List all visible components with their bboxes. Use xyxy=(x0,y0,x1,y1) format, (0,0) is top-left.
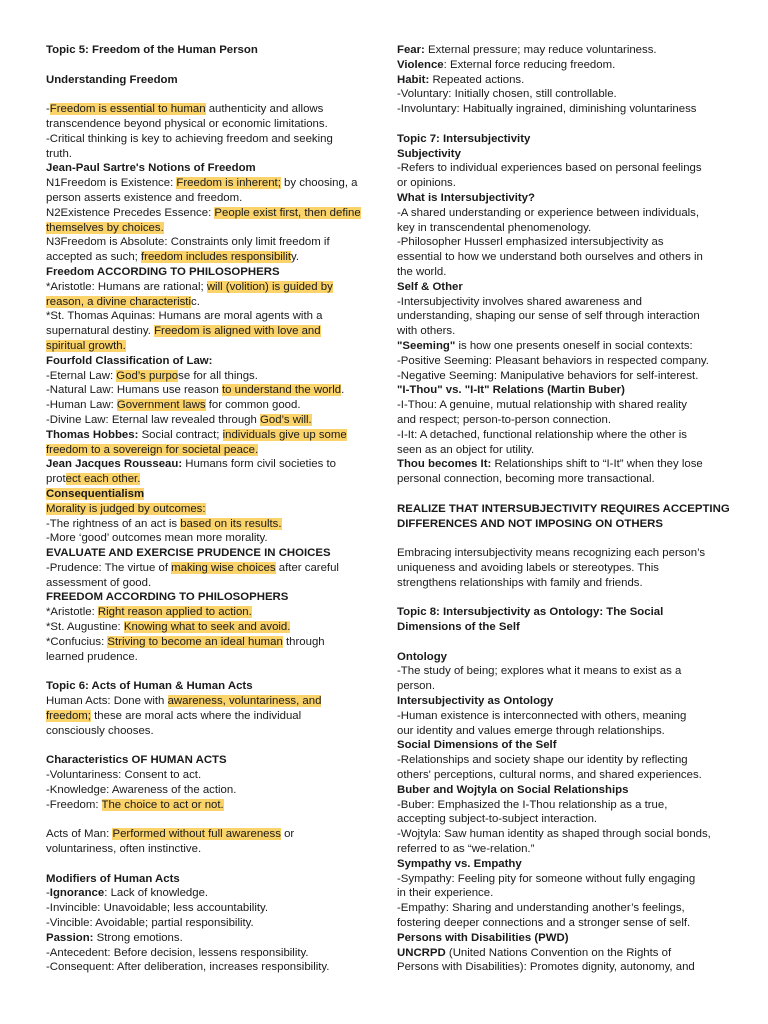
bold-text: Intersubjectivity as Ontology xyxy=(397,695,554,708)
text-segment: authenticity and allows xyxy=(205,103,324,116)
text-line xyxy=(46,443,368,458)
text-segment: : Lack of knowledge. xyxy=(104,887,209,900)
text-segment: N3Freedom is Absolute: Constraints only limit freedom if xyxy=(46,236,330,249)
bold-text: Jean-Paul Sartre's Notions of Freedom xyxy=(46,162,256,175)
text-segment: seen as an object for utility. xyxy=(397,443,535,456)
bold-text: Thomas Hobbes: xyxy=(46,428,139,441)
text-line xyxy=(397,842,723,857)
blank-line xyxy=(397,487,723,502)
bold-text: Jean Jacques Rousseau: xyxy=(46,458,183,471)
text-segment: -Knowledge: Awareness of the action. xyxy=(46,783,237,796)
text-line xyxy=(46,472,368,487)
text-line xyxy=(46,117,368,132)
text-segment: c. xyxy=(191,295,200,308)
text-segment: by choosing, a xyxy=(280,177,358,190)
text-line xyxy=(46,132,368,147)
text-line xyxy=(397,398,723,413)
highlighted-text: Freedom is aligned with love and xyxy=(154,325,321,338)
text-line xyxy=(46,768,368,783)
text-segment: supernatural destiny. xyxy=(46,325,155,338)
text-line xyxy=(397,620,723,635)
bold-text: Topic 6: Acts of Human & Human Acts xyxy=(46,680,253,693)
bold-text: Violence xyxy=(397,58,444,71)
text-segment: truth. xyxy=(46,147,72,160)
bold-text: Fear: xyxy=(397,44,425,56)
text-line xyxy=(46,724,368,739)
highlighted-text: Consequentialism xyxy=(46,487,145,500)
text-line xyxy=(46,324,368,339)
bold-text: "I-Thou" vs. "I-It" Relations (Martin Buber) xyxy=(397,384,625,397)
left-column xyxy=(46,43,368,975)
blank-line xyxy=(397,531,723,546)
highlighted-text: Freedom is essential to human xyxy=(49,103,206,116)
text-segment: N2Existence Precedes Essence: xyxy=(46,206,215,219)
blank-line xyxy=(46,664,368,679)
text-line xyxy=(46,413,368,428)
text-segment: -Philosopher Husserl emphasized intersubjectivity as xyxy=(397,236,664,249)
text-segment: for common good. xyxy=(205,399,301,412)
text-segment: : External force reducing freedom. xyxy=(443,58,616,71)
highlighted-text: reason, a divine characteristi xyxy=(46,295,191,308)
text-segment: -Empathy: Sharing and understanding another’s feelings, xyxy=(397,902,685,915)
text-segment: after careful xyxy=(275,561,339,574)
highlighted-text: freedom; xyxy=(46,709,91,722)
text-segment: -Divine Law: Eternal law revealed through xyxy=(46,413,261,426)
text-line xyxy=(46,73,368,88)
text-segment: learned prudence. xyxy=(46,650,138,663)
text-segment: *Aristotle: Humans are rational; xyxy=(46,280,207,293)
text-segment: -Invincible: Unavoidable; less accountability. xyxy=(46,902,269,915)
text-line xyxy=(397,295,723,310)
text-segment: -Relationships and society shape our identity by reflecting xyxy=(397,754,688,767)
text-segment: -Freedom: xyxy=(46,798,102,811)
bold-text: Fourfold Classification of Law: xyxy=(46,354,213,367)
bold-text: Persons with Disabilities (PWD) xyxy=(397,931,569,944)
text-segment: through xyxy=(282,635,325,648)
highlighted-text: The choice to act or not. xyxy=(101,798,224,811)
text-line xyxy=(46,295,368,310)
text-segment: *St. Augustine: xyxy=(46,621,124,634)
text-line xyxy=(397,709,723,724)
blank-line xyxy=(46,87,368,102)
text-line xyxy=(46,43,368,58)
blank-line xyxy=(46,738,368,753)
text-segment: *Aristotle: xyxy=(46,606,98,619)
text-line xyxy=(46,398,368,413)
highlighted-text: to understand the world xyxy=(222,384,342,397)
text-line xyxy=(46,946,368,961)
blank-line xyxy=(397,635,723,650)
text-segment: our identity and values emerge through relationships. xyxy=(397,724,665,737)
text-segment: y. xyxy=(291,251,300,264)
text-line xyxy=(397,58,723,73)
text-line xyxy=(397,235,723,250)
text-line xyxy=(397,576,723,591)
text-line xyxy=(397,561,723,576)
blank-line xyxy=(397,117,723,132)
blank-line xyxy=(46,812,368,827)
text-segment: - xyxy=(46,103,50,116)
text-segment: -Vincible: Avoidable; partial responsibility. xyxy=(46,917,254,930)
text-segment: *Confucius: xyxy=(46,635,108,648)
text-line xyxy=(397,250,723,265)
text-line xyxy=(397,886,723,901)
text-line xyxy=(46,960,368,975)
text-segment: -Sympathy: Feeling pity for someone without fully engaging xyxy=(397,872,696,885)
text-segment: in their experience. xyxy=(397,887,494,900)
bold-text: Understanding Freedom xyxy=(46,73,178,86)
text-line xyxy=(46,457,368,472)
text-line xyxy=(46,502,368,517)
text-segment: strengthens relationships with family and friends. xyxy=(397,576,643,589)
text-line xyxy=(46,753,368,768)
text-segment: with others. xyxy=(397,325,456,338)
text-segment: -Antecedent: Before decision, lessens responsibility. xyxy=(46,946,309,959)
text-segment: -A shared understanding or experience between individuals, xyxy=(397,206,700,219)
text-line xyxy=(397,354,723,369)
text-segment: uniqueness and avoiding labels or stereotypes. This xyxy=(397,561,659,574)
text-segment: referred to as “we-relation.” xyxy=(397,843,535,856)
bold-text: Ignorance xyxy=(49,887,105,900)
text-segment: fostering deeper connections and a stronger sense of self. xyxy=(397,917,691,930)
text-line xyxy=(46,250,368,265)
highlighted-text: Government laws xyxy=(116,399,206,412)
bold-text: Topic 8: Intersubjectivity as Ontology: The Social xyxy=(397,606,664,619)
text-line xyxy=(46,221,368,236)
bold-text: Sympathy vs. Empathy xyxy=(397,857,522,870)
text-line xyxy=(46,161,368,176)
highlighted-text: freedom includes responsibilit xyxy=(140,251,292,264)
bold-text: Passion: xyxy=(46,931,94,944)
text-line xyxy=(46,235,368,250)
text-line xyxy=(46,590,368,605)
text-line xyxy=(397,946,723,961)
text-segment: prot xyxy=(46,473,66,486)
highlighted-text: based on its results. xyxy=(180,517,282,530)
text-line xyxy=(397,768,723,783)
text-segment: person asserts existence and freedom. xyxy=(46,191,243,204)
text-line xyxy=(397,812,723,827)
text-segment: -Human existence is interconnected with others, meaning xyxy=(397,709,687,722)
text-line xyxy=(397,43,723,58)
text-line xyxy=(397,87,723,102)
text-line xyxy=(46,176,368,191)
text-line xyxy=(397,324,723,339)
text-line xyxy=(46,694,368,709)
text-segment: key in transcendental phenomenology. xyxy=(397,221,592,234)
bold-text: FREEDOM ACCORDING TO PHILOSOPHERS xyxy=(46,591,289,604)
text-segment: Persons with Disabilities): Promotes dignity, autonomy, and xyxy=(397,961,695,974)
bold-text: Social Dimensions of the Self xyxy=(397,739,557,752)
text-line xyxy=(397,738,723,753)
highlighted-text: Striving to become an ideal human xyxy=(107,635,283,648)
text-line xyxy=(397,901,723,916)
text-line xyxy=(397,221,723,236)
text-segment: Strong emotions. xyxy=(93,931,183,944)
text-segment: accepting subject-to-subject interaction. xyxy=(397,813,598,826)
text-segment: essential to how we understand both ourselves and others in xyxy=(397,251,703,264)
text-segment: these are moral acts where the individual xyxy=(90,709,302,722)
text-segment: or xyxy=(280,828,295,841)
blank-line xyxy=(397,590,723,605)
text-segment: the world. xyxy=(397,265,447,278)
bold-text: Ontology xyxy=(397,650,447,663)
bold-text: Topic 5: Freedom of the Human Person xyxy=(46,44,258,56)
text-line xyxy=(397,783,723,798)
text-line xyxy=(397,679,723,694)
text-line xyxy=(397,369,723,384)
highlighted-text: People exist first, then define xyxy=(214,206,361,219)
text-segment: -Involuntary: Habitually ingrained, diminishing voluntariness xyxy=(397,103,697,116)
text-line xyxy=(397,916,723,931)
text-segment: . xyxy=(341,384,345,397)
bold-text: Self & Other xyxy=(397,280,463,293)
bold-text: Characteristics OF HUMAN ACTS xyxy=(46,754,227,767)
bold-text: DIFFERENCES AND NOT IMPOSING ON OTHERS xyxy=(397,517,664,530)
text-line xyxy=(46,901,368,916)
text-line xyxy=(46,650,368,665)
text-segment: -Refers to individual experiences based on personal feelings xyxy=(397,162,702,175)
bold-text: "Seeming" xyxy=(397,339,456,352)
highlighted-text: God’s will. xyxy=(260,413,312,426)
text-segment: and respect; person-to-person connection. xyxy=(397,413,612,426)
highlighted-text: themselves by choices. xyxy=(46,221,164,234)
text-line xyxy=(46,265,368,280)
text-line xyxy=(46,635,368,650)
text-segment: understanding, shaping our sense of self through interaction xyxy=(397,310,700,323)
text-line xyxy=(397,694,723,709)
text-line xyxy=(46,576,368,591)
text-segment: -Negative Seeming: Manipulative behaviors for self-interest. xyxy=(397,369,699,382)
text-line xyxy=(46,916,368,931)
bold-text: EVALUATE AND EXERCISE PRUDENCE IN CHOICES xyxy=(46,547,331,560)
highlighted-text: individuals give up some xyxy=(222,428,347,441)
text-line xyxy=(397,265,723,280)
text-segment: or opinions. xyxy=(397,177,456,190)
text-line xyxy=(397,280,723,295)
text-segment: Humans form civil societies to xyxy=(182,458,336,471)
text-line xyxy=(397,309,723,324)
text-line xyxy=(46,102,368,117)
bold-text: Habit: xyxy=(397,73,430,86)
highlighted-text: God’s purpo xyxy=(116,369,179,382)
text-line xyxy=(46,147,368,162)
text-segment: -Human Law: xyxy=(46,399,117,412)
text-line xyxy=(397,147,723,162)
text-line xyxy=(46,383,368,398)
text-line xyxy=(46,531,368,546)
text-line xyxy=(46,709,368,724)
text-line xyxy=(46,309,368,324)
text-segment: -Positive Seeming: Pleasant behaviors in respected company. xyxy=(397,354,709,367)
highlighted-text: Knowing what to seek and avoid. xyxy=(123,621,291,634)
text-line xyxy=(397,413,723,428)
text-line xyxy=(46,369,368,384)
text-segment: Embracing intersubjectivity means recognizing each person’s xyxy=(397,547,706,560)
text-line xyxy=(46,561,368,576)
highlighted-text: ect each other. xyxy=(65,473,141,486)
text-line xyxy=(397,132,723,147)
text-line xyxy=(397,191,723,206)
bold-text: Subjectivity xyxy=(397,147,461,160)
text-line xyxy=(397,339,723,354)
text-line xyxy=(397,724,723,739)
highlighted-text: Performed without full awareness xyxy=(112,828,281,841)
text-line xyxy=(397,960,723,975)
text-line xyxy=(397,517,723,532)
text-line xyxy=(397,457,723,472)
text-segment: -The study of being; explores what it means to exist as a xyxy=(397,665,682,678)
text-segment: -I-It: A detached, functional relationship where the other is xyxy=(397,428,687,441)
highlighted-text: making wise choices xyxy=(171,561,276,574)
bold-text: What is Intersubjectivity? xyxy=(397,191,535,204)
text-segment: Repeated actions. xyxy=(429,73,525,86)
text-line xyxy=(397,827,723,842)
text-line xyxy=(46,280,368,295)
text-line xyxy=(397,664,723,679)
text-segment: -The rightness of an act is xyxy=(46,517,181,530)
text-line xyxy=(46,428,368,443)
text-line xyxy=(397,428,723,443)
bold-text: Thou becomes It: xyxy=(397,458,492,471)
text-line xyxy=(46,620,368,635)
text-segment: se for all things. xyxy=(178,369,258,382)
text-line xyxy=(46,191,368,206)
bold-text: Topic 7: Intersubjectivity xyxy=(397,132,531,145)
text-segment: N1Freedom is Existence: xyxy=(46,177,177,190)
text-line xyxy=(46,872,368,887)
text-segment: person. xyxy=(397,680,435,693)
highlighted-text: Freedom is inherent; xyxy=(176,177,281,190)
text-segment: -I-Thou: A genuine, mutual relationship with shared reality xyxy=(397,399,687,412)
text-segment: -Wojtyla: Saw human identity as shaped through social bonds, xyxy=(397,828,711,841)
text-line xyxy=(397,872,723,887)
text-segment: -More ‘good’ outcomes mean more morality. xyxy=(46,532,268,545)
text-segment: -Natural Law: Humans use reason xyxy=(46,384,223,397)
text-line xyxy=(397,102,723,117)
text-line xyxy=(397,857,723,872)
text-segment: -Eternal Law: xyxy=(46,369,117,382)
text-segment: Acts of Man: xyxy=(46,828,113,841)
text-line xyxy=(397,798,723,813)
bold-text: Dimensions of the Self xyxy=(397,621,520,634)
text-line xyxy=(46,783,368,798)
text-segment: -Consequent: After deliberation, increases responsibility. xyxy=(46,961,330,974)
text-segment: is how one presents oneself in social contexts: xyxy=(455,339,693,352)
text-line xyxy=(397,931,723,946)
text-line xyxy=(397,753,723,768)
highlighted-text: freedom to a sovereign for societal peace. xyxy=(46,443,259,456)
text-line xyxy=(397,443,723,458)
highlighted-text: will (volition) is guided by xyxy=(206,280,333,293)
text-segment: -Critical thinking is key to achieving freedom and seeking xyxy=(46,132,333,145)
text-line xyxy=(397,206,723,221)
text-segment: -Voluntariness: Consent to act. xyxy=(46,769,202,782)
bold-text: Freedom ACCORDING TO PHILOSOPHERS xyxy=(46,265,280,278)
text-line xyxy=(46,517,368,532)
blank-line xyxy=(46,58,368,73)
highlighted-text: awareness, voluntariness, and xyxy=(167,695,322,708)
text-segment: Social contract; xyxy=(138,428,223,441)
text-line xyxy=(46,798,368,813)
text-line xyxy=(46,842,368,857)
text-line xyxy=(397,502,730,517)
bold-text: UNCRPD xyxy=(397,946,446,959)
text-segment: assessment of good. xyxy=(46,576,152,589)
text-segment: -Voluntary: Initially chosen, still controllable. xyxy=(397,88,617,101)
text-segment: -Prudence: The virtue of xyxy=(46,561,172,574)
text-segment: others' perceptions, cultural norms, and shared experiences. xyxy=(397,769,702,782)
text-line xyxy=(46,827,368,842)
text-line xyxy=(397,383,723,398)
highlighted-text: Morality is judged by outcomes: xyxy=(46,502,206,515)
text-segment: Human Acts: Done with xyxy=(46,695,168,708)
text-line xyxy=(397,472,723,487)
right-column xyxy=(397,43,730,975)
highlighted-text: spiritual growth. xyxy=(46,339,126,352)
text-line xyxy=(46,886,368,901)
text-segment: personal connection, becoming more transactional. xyxy=(397,473,655,486)
text-line xyxy=(46,605,368,620)
text-line xyxy=(397,546,723,561)
text-line xyxy=(46,354,368,369)
bold-text: Buber and Wojtyla on Social Relationships xyxy=(397,783,629,796)
text-line xyxy=(46,487,368,502)
text-segment: accepted as such; xyxy=(46,251,141,264)
text-segment: -Intersubjectivity involves shared awareness and xyxy=(397,295,643,308)
bold-text: REALIZE THAT INTERSUBJECTIVITY REQUIRES ACCEPTING xyxy=(397,502,730,515)
text-segment: -Buber: Emphasized the I-Thou relationship as a true, xyxy=(397,798,668,811)
highlighted-text: Right reason applied to action. xyxy=(97,606,252,619)
text-line xyxy=(397,73,723,88)
text-segment: - xyxy=(46,887,50,900)
text-line xyxy=(46,679,368,694)
text-line xyxy=(46,339,368,354)
text-segment: *St. Thomas Aquinas: Humans are moral agents with a xyxy=(46,310,323,323)
text-line xyxy=(397,161,723,176)
text-segment: Relationships shift to “I-It” when they lose xyxy=(491,458,703,471)
bold-text: Modifiers of Human Acts xyxy=(46,872,180,885)
text-line xyxy=(46,931,368,946)
text-segment: transcendence beyond physical or economic limitations. xyxy=(46,117,328,130)
text-line xyxy=(46,206,368,221)
text-line xyxy=(397,176,723,191)
text-segment: (United Nations Convention on the Rights of xyxy=(445,946,672,959)
text-line xyxy=(46,546,368,561)
text-segment: consciously chooses. xyxy=(46,724,154,737)
text-line xyxy=(397,605,723,620)
text-segment: voluntariness, often instinctive. xyxy=(46,843,202,856)
blank-line xyxy=(46,857,368,872)
text-line xyxy=(397,650,723,665)
text-segment: External pressure; may reduce voluntariness. xyxy=(424,44,657,56)
